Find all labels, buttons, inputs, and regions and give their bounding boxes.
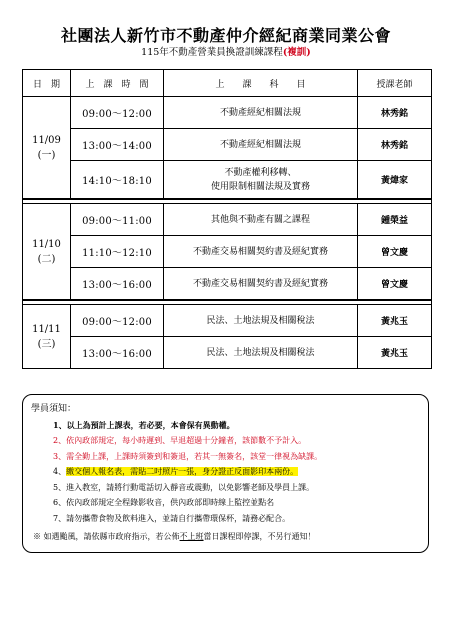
subject-text: 民法、土地法規及相關稅法 bbox=[206, 315, 315, 326]
note-number: 2、 bbox=[53, 436, 67, 445]
note-text: 依內政部規定全程錄影收音，供內政部即時線上監控並點名 bbox=[66, 498, 275, 507]
time-cell: 11:10～12:10 bbox=[71, 236, 164, 268]
note-item bbox=[31, 480, 420, 496]
subject-cell bbox=[164, 97, 358, 129]
note-item bbox=[31, 464, 420, 480]
date-text: 11/09 bbox=[32, 134, 61, 146]
subject-text: 其他與不動產有關之課程 bbox=[210, 214, 310, 225]
weekday-text: (一) bbox=[37, 149, 56, 161]
subject-cell bbox=[164, 129, 358, 161]
note-item bbox=[31, 449, 420, 465]
teacher-cell: 曾文慶 bbox=[358, 268, 432, 301]
date-cell bbox=[23, 97, 71, 200]
schedule-body bbox=[23, 97, 432, 369]
note-number: 6、 bbox=[53, 498, 67, 507]
subject-cell bbox=[164, 337, 358, 369]
note-text: 繳交個人報名表，需貼二吋照片一張，身分證正反面影印本兩份。 bbox=[66, 467, 299, 476]
subject-text: 不動產權利移轉、 bbox=[224, 167, 297, 178]
subject-text: 不動產經紀相關法規 bbox=[219, 139, 301, 150]
note-text: 進入教室，請將行動電話切入靜音或震動，以免影響老師及學員上課。 bbox=[66, 482, 315, 492]
time-cell: 14:10～18:10 bbox=[71, 161, 164, 200]
note-text: 請勿攜帶食物及飲料進入，並請自行攜帶環保杯，請務必配合。 bbox=[66, 513, 291, 523]
note-item bbox=[31, 495, 420, 511]
notes-footer-post: 當日課程即停課，不另行通知！ bbox=[203, 532, 316, 541]
subtitle-tag: (複訓) bbox=[282, 47, 311, 58]
note-number: 4、 bbox=[53, 467, 67, 476]
note-text: 依內政部規定，每小時遲到、早退超過十分鐘者，該節數不予計入。 bbox=[66, 436, 307, 445]
table-row bbox=[23, 236, 432, 268]
subject-text: 不動產交易相關契約書及經紀實務 bbox=[192, 278, 328, 289]
date-text: 11/11 bbox=[32, 323, 61, 335]
notes-box bbox=[22, 394, 429, 553]
note-item bbox=[31, 511, 420, 527]
date-cell bbox=[23, 204, 71, 301]
subject-text: 不動產經紀相關法規 bbox=[219, 107, 301, 118]
table-row bbox=[23, 97, 432, 129]
subtitle-main: 115年不動產營業員換證訓練課程 bbox=[141, 47, 283, 58]
notes-footer-underline: 不上班 bbox=[179, 532, 204, 541]
note-number: 3、 bbox=[53, 451, 67, 461]
note-item bbox=[31, 433, 420, 449]
note-number: 7、 bbox=[53, 513, 67, 523]
weekday-text: (二) bbox=[37, 253, 56, 265]
subject-cell bbox=[164, 305, 358, 337]
notes-footer bbox=[31, 529, 420, 545]
table-row bbox=[23, 305, 432, 337]
date-cell bbox=[23, 305, 71, 369]
time-cell: 13:00～16:00 bbox=[71, 337, 164, 369]
note-text: 需全勤上課，上課時須簽到和簽退，若其一無簽名，該堂一律視為缺課。 bbox=[66, 451, 323, 461]
table-row bbox=[23, 161, 432, 200]
subject-text-line2: 使用限制相關法規及實務 bbox=[210, 181, 310, 192]
table-row bbox=[23, 204, 432, 236]
subject-cell bbox=[164, 268, 358, 301]
subject-cell bbox=[164, 204, 358, 236]
page-subtitle bbox=[0, 46, 452, 60]
subject-cell bbox=[164, 161, 358, 200]
table-header-row bbox=[23, 70, 432, 97]
column-header-teacher: 授課老師 bbox=[358, 70, 432, 97]
subject-text: 不動產交易相關契約書及經紀實務 bbox=[192, 246, 328, 257]
teacher-cell: 黃兆玉 bbox=[358, 305, 432, 337]
notes-footer-pre: ※ 如遇颱風，請依縣市政府指示，若公佈 bbox=[33, 532, 180, 541]
time-cell: 09:00～12:00 bbox=[71, 305, 164, 337]
note-number: 1、 bbox=[53, 419, 67, 430]
weekday-text: (三) bbox=[37, 338, 56, 350]
teacher-cell: 鍾榮益 bbox=[358, 204, 432, 236]
table-row bbox=[23, 337, 432, 369]
notes-list bbox=[31, 418, 420, 527]
teacher-cell: 曾文慶 bbox=[358, 236, 432, 268]
note-number: 5、 bbox=[53, 482, 67, 492]
subject-text: 民法、土地法規及相關稅法 bbox=[206, 347, 315, 358]
schedule-table bbox=[22, 69, 432, 369]
time-cell: 13:00～14:00 bbox=[71, 129, 164, 161]
subject-cell bbox=[164, 236, 358, 268]
note-item bbox=[31, 418, 420, 434]
time-cell: 09:00～12:00 bbox=[71, 97, 164, 129]
teacher-cell: 林秀銘 bbox=[358, 129, 432, 161]
time-cell: 09:00～11:00 bbox=[71, 204, 164, 236]
column-header-date: 日 期 bbox=[23, 70, 71, 97]
date-text: 11/10 bbox=[32, 238, 61, 250]
table-row bbox=[23, 129, 432, 161]
teacher-cell: 林秀銘 bbox=[358, 97, 432, 129]
notes-heading: 學員須知： bbox=[31, 404, 77, 414]
page-title: 社團法人新竹市不動產仲介經紀商業同業公會 bbox=[60, 26, 391, 45]
column-header-subject: 上 課 科 目 bbox=[164, 70, 358, 97]
teacher-cell: 黃煒家 bbox=[358, 161, 432, 200]
note-text: 以上為預計上課表，若必要，本會保有異動權。 bbox=[66, 419, 235, 430]
time-cell: 13:00～16:00 bbox=[71, 268, 164, 301]
column-header-time: 上 課 時 間 bbox=[71, 70, 164, 97]
table-row bbox=[23, 268, 432, 301]
teacher-cell: 黃兆玉 bbox=[358, 337, 432, 369]
